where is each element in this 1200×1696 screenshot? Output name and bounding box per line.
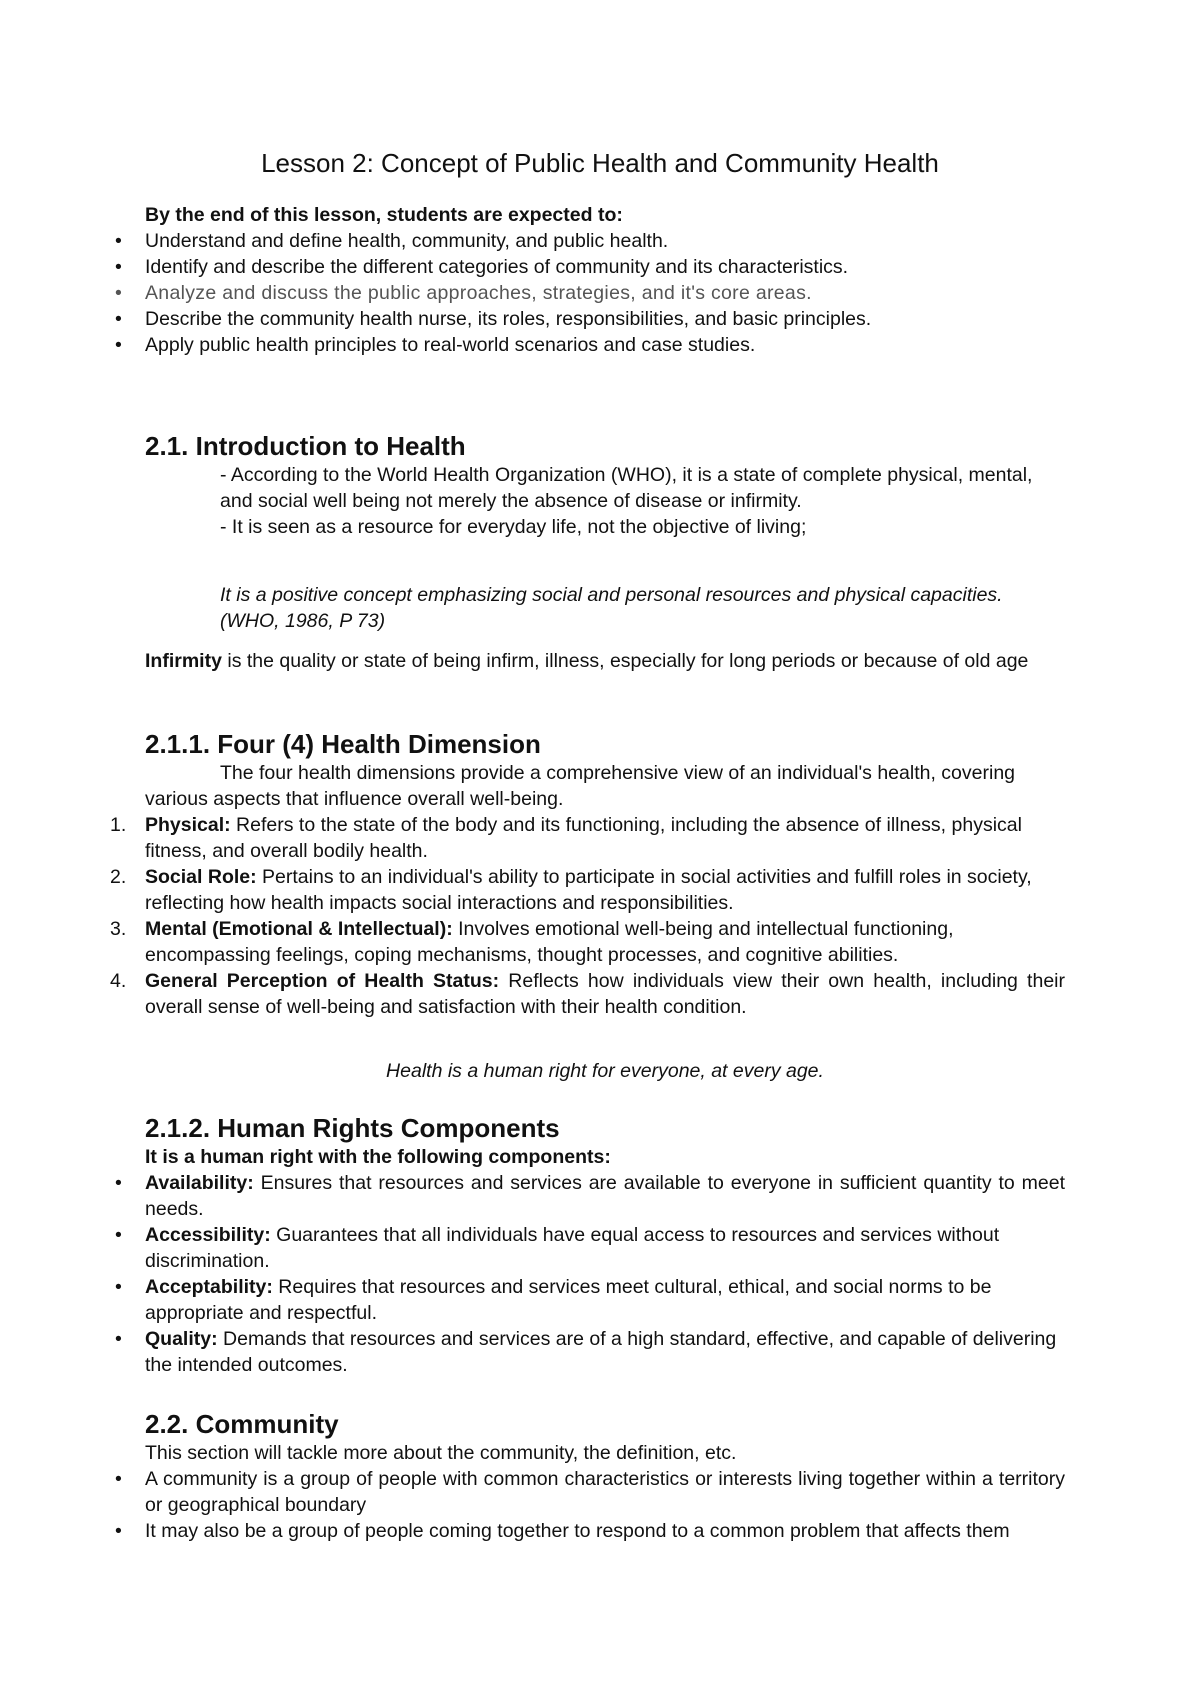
objectives-section [145,202,1065,358]
dimensions-intro: The four health dimensions provide a comprehensive view of an individual's health, covering various aspects that influence overall well-being. [145,762,1016,810]
community-intro: This section will tackle more about the community, the definition, etc. [145,1442,737,1464]
community-list [145,1466,1065,1544]
list-item [145,1170,1065,1222]
page-title: Lesson 2: Concept of Public Health and Community Health [261,148,939,178]
list-item [145,1326,1065,1378]
infirmity-paragraph [145,648,1065,674]
section-health-dimensions [110,728,1065,1020]
section-heading: 2.1.2. Human Rights Components [145,1113,560,1143]
list-item: • Describe the community health nurse, its roles, responsibilities, and basic principles. [145,306,1065,332]
item-number: 3. [110,918,127,940]
list-item: • Analyze and discuss the public approaches, strategies, and it's core areas. [145,280,1065,306]
item-number: 2. [110,866,127,888]
human-rights-subheading: It is a human right with the following components: [145,1146,611,1168]
infirmity-definition [145,648,1065,674]
list-item [110,812,1065,864]
list-item: • Identify and describe the different categories of community and its characteristics. [145,254,1065,280]
human-right-statement [145,1058,1065,1084]
item-text: Ensures that resources and services are available to everyone in sufficient quantity to meet needs. [145,1172,1065,1220]
objectives-heading: By the end of this lesson, students are expected to: [145,204,623,226]
item-term: Availability: [145,1172,254,1194]
section-community [145,1408,1065,1544]
human-rights-list [145,1170,1065,1378]
closing-statement: Health is a human right for everyone, at every age. [386,1060,824,1082]
item-text: Reflects how individuals view their own health, including their overall sense of well-being and satisfaction with their health condition. [145,970,1065,1018]
item-term: Acceptability: [145,1276,273,1298]
health-definition [145,462,1065,540]
infirmity-term: Infirmity [145,650,222,672]
section-intro-health [145,430,1065,540]
quote-wrap [145,582,1065,634]
section-heading: 2.1.1. Four (4) Health Dimension [145,729,541,759]
section-heading: 2.2. Community [145,1409,339,1439]
item-text: Demands that resources and services are of a high standard, effective, and capable of delivering the intended outcomes. [145,1328,1057,1376]
dimensions-list [110,812,1065,1020]
list-item [145,1222,1065,1274]
item-term: Accessibility: [145,1224,271,1246]
item-term: General Perception of Health Status: [145,970,500,992]
definition-line: - According to the World Health Organization (WHO), it is a state of complete physical, mental, and social well being not merely the absence of disease or infirmity. [220,464,1033,512]
list-item: • Understand and define health, community, and public health. [145,228,1065,254]
list-item [145,1274,1065,1326]
section-heading: 2.1. Introduction to Health [145,431,466,461]
list-item: • Apply public health principles to real-world scenarios and case studies. [145,332,1065,358]
list-item [110,968,1065,1020]
item-text: Refers to the state of the body and its functioning, including the absence of illness, physical fitness, and overall bodily health. [145,814,1022,862]
list-item: • A community is a group of people with common characteristics or interests living together within a territory or geographical boundary [145,1466,1065,1518]
item-text: Guarantees that all individuals have equal access to resources and services without discrimination. [145,1224,1000,1272]
item-text: Involves emotional well-being and intellectual functioning, encompassing feelings, coping mechanisms, thought processes, and cognitive abilities. [145,918,954,966]
list-item [110,916,1065,968]
infirmity-text: is the quality or state of being infirm, illness, especially for long periods or because of old age [221,650,1029,672]
who-quote: It is a positive concept emphasizing social and personal resources and physical capacities. (WHO, 1986, P 73) [220,584,1003,632]
who-quote-block [145,582,1065,634]
item-number: 1. [110,814,127,836]
item-term: Mental (Emotional & Intellectual): [145,918,453,940]
definition-line: - It is seen as a resource for everyday life, not the objective of living; [220,516,807,538]
list-item: • It may also be a group of people coming together to respond to a common problem that affects them [145,1518,1065,1544]
item-text: Requires that resources and services meet cultural, ethical, and social norms to be appropriate and respectful. [145,1276,992,1324]
objectives-list [145,228,1065,358]
item-term: Physical: [145,814,231,836]
list-item [110,864,1065,916]
section-human-rights [145,1112,1065,1378]
item-number: 4. [110,970,127,992]
item-term: Quality: [145,1328,218,1350]
item-text: Pertains to an individual's ability to participate in social activities and fulfill roles in society, reflecting how health impacts social interactions and responsibilities. [145,866,1032,914]
item-term: Social Role: [145,866,257,888]
